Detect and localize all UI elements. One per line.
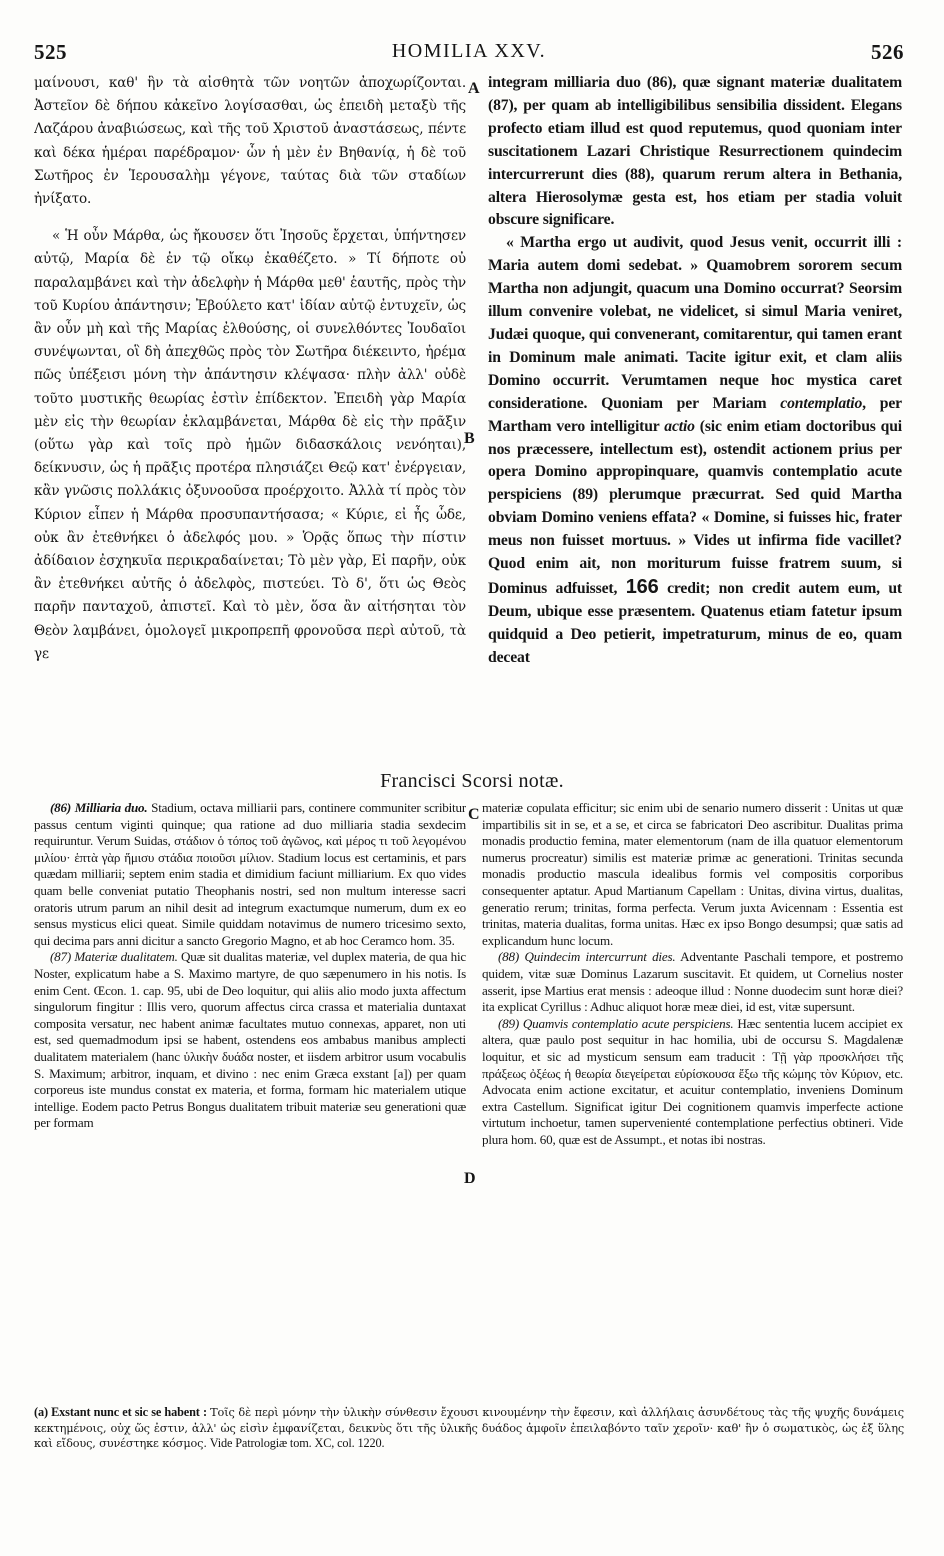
notes-column-left (34, 800, 466, 1400)
note-text: Adventante Paschali tempore, et postremo quidem, vitæ suæ Dominus Lazarum suscitavit. Et quidem, ut Cornelius noster asserit, ipse Martius erat mensis : adeoque illud : Nonne duodecim sunt horæ diei? ita explicat Cyrillus : Adhuc aliquot horæ meæ diei, id est, vitæ supersunt. (482, 949, 903, 1015)
greek-paragraph: μαίνουσι, καθ' ἣν τὰ αἰσθητὰ τῶν νοητῶν ἀποχωρίζονται. Ἀστεῖον δὲ δήπου κἀκεῖνο λογίσασθαι, ὡς ἐπειδὴ μεταξὺ τῆς Λαζάρου ἀναβιώσεως, καὶ τῆς τοῦ Χριστοῦ ἀναστάσεως, πέντε καὶ δέκα ἡμέραι παρέδραμον· ὧν ἡ μὲν ἐν Βηθανίᾳ, ἡ δὲ τοῦ Σωτῆρος ἐν Ἱερουσαλὴμ γέγονε, ταύτας διὰ τῶν σταδίων ἠνίξατο. (34, 75, 466, 208)
latin-text: « Martha ergo ut audivit, quod Jesus venit, occurrit illi : Maria autem domi sedebat. » Quamobrem sororem secum Martha non adjungit, quacum una Domino occurrat? Seorsim illum convenire volebat, ne videlicet, si simul Maria veniret, Judæi quoque, qui convenerant, comitarentur, qui tamen erant in Dominum male animati. Tacite igitur exit, et clam aliis Domino occurrit. Verumtamen neque hoc mystica caret consideratione. Quoniam per Mariam (488, 234, 902, 412)
emphasis-actio: actio (664, 417, 695, 435)
latin-paragraph (488, 232, 902, 669)
latin-text: credit; non credit autem eum, ut Deum, ubique esse præsentem. Quatenus etiam fatetur ipsum quidquid a Deo petierit, impetraturum, minus de eo, quam deceat (488, 579, 902, 666)
footnote (34, 1405, 904, 1452)
latin-text: (sic enim etiam doctoribus qui nos præcessere, intellectum est), ostendit actionem prius per opera Domino appropinquare, quamvis contemplatio acute perspiciens (89) plerumque præcurrat. Sed quid Martha obviam Domino veniens effata? « Domine, si fuisses hic, frater meus non fuisset mortuus. » Vides ut infirma fide vacillet? Quod enim ait, non moriturum fuisse fratrem suum, si Dominus adfuisset, (488, 417, 902, 597)
section-marker-b: B (464, 430, 475, 447)
notes-title: Francisci Scorsi notæ. (380, 770, 564, 792)
note-87-continued: materiæ copulata efficitur; sic enim ubi de senario numero disserit : Unitas ut quæ impartibilis sit in se, et a se, et circa se fabricatori Deo ascribitur. Dualitas prima monadis productio femina, mater elementorum (nam de illa quatuor elementorum numerus procreatur) similis est materiæ primæ ac generationi. Trinitas secunda monadis productio mascula idealibus formis vel compositis corporibus consequenter aptatur. Apud Martianum Capellam : Unitas, divina virtus, dualitas, generatio rerum; trinitas, forma perfecta. Verum juxta Avicennam : Essentia est trinitas, materia dualitas, forma unitas. Hæc ex ipso Bongo desumpsi; quæ satis ad explicandum hunc locum. (482, 800, 903, 948)
note-text: Quæ sit dualitas materiæ, vel duplex materia, de qua hic Noster, explicatum habe a S. Maximo martyre, de quo sæpenumero in his notis. Is enim Cent. Œcon. 1. cap. 95, ubi de Deo loquitur, qui aliis alio modo juxta affectum singulorum fingitur : Illis vero, quorum affectus circa crassa et materialia duntaxat composita versatur, nec habent animæ facultates mutuo connexas, apparet, non uti est, sed quemadmodum ipsi se habent, ostendens eos ambabus manibus amplecti dualitatem materialem (hanc ὑλικὴν δυάδα noster, et iisdem arbitror usum vocabulis S. Maximum; arbitror, inquam, et divino : nec enim Græca exstant [a]) per quam corporeus iste mundus constat ex materia, et forma, formam hic materialem utique intellige. Eodem pacto Petrus Bongus dualitatem tribuit materiæ seu generationi quæ per formam (34, 949, 466, 1131)
section-marker-a: A (468, 80, 480, 97)
latin-paragraph: integram milliaria duo (86), quæ signant materiæ dualitatem (87), per quam ab intelligibilibus sensibilia dissident. Elegans profecto etiam illud est quod reputemus, quod quoniam inter suscitationem Lazari Christique Resurrectionem quindecim intercurrerunt dies (88), quarum rerum altera in Bethania, altera Hierosolymæ gesta est, hos etiam per stadia voluit obscure significare. (488, 74, 902, 229)
note-heading: (87) Materiæ dualitatem. (50, 949, 178, 965)
page-header (34, 40, 904, 68)
footnote-reference: Vide Patrologiæ tom. XC, col. 1220. (209, 1436, 385, 1451)
note-text: Stadium, octava milliarii pars, continere communiter scribitur passus centum viginti quinque; qua ratione ad duo milliaria stadia sexdecim requiruntur. Verum Suidas, στάδιον ὁ τόπος τοῦ ἀγῶνος, καὶ μέρος τι τοῦ λεγομένου μιλίου· ἑπτὰ γὰρ ἥμισυ στάδια ποιοῦσι μίλιον. Stadium locus est certaminis, et pars quædam milliarii; septem enim stadia et dimidium faciunt milliarium. Ex quo vides quam belle conveniat putatio Theophanis nostri, sed non multum interesse sacri oratoris utrum parum an nihil desit ad integrum exactumque numerum, dum ex eo sensus mysticus elici queat. Simile quiddam notavimus de numero tricesimo sexto, qui decima pars anni dicitur a sancto Gregorio Magno, et ab hoc Ceramco hom. 35. (34, 800, 466, 948)
greek-text-column (34, 72, 466, 784)
note-text: Hæc sententia lucem accipiet ex altera, quæ paulo post sequitur in hac homilia, ubi de occursu S. Magdalenæ loquitur, et sic ad mysticum sensum eam traducit : Τῇ γὰρ προσκλήσει τῆς πράξεως ὀξέως ἡ θεωρία διεγείρεται εὑρίσκουσα ἔξω τῆς κώμης τὸν Κύριον, etc. Advocata enim actione excitatur, et acuitur contemplatio, inveniens Dominum extra Castellum. Significat igitur Dei cognitionem quamvis imperfecte actione virtutum inchoetur, tamen supervenienté contemplatione perfectius obtineri. Vide plura hom. 60, quæ est de Assumpt., et notas ibi nostras. (482, 1015, 903, 1147)
section-marker-c: C (468, 806, 480, 823)
running-title: HOMILIA XXV. (391, 40, 547, 62)
latin-text: , per Martham vero intelligitur (488, 394, 902, 435)
note-heading: (86) Milliaria duo. (50, 800, 148, 815)
note-heading: (88) Quindecim intercurrunt dies. (498, 949, 676, 965)
section-marker-d: D (464, 1170, 476, 1187)
greek-paragraph: « Ἡ οὖν Μάρθα, ὡς ἤκουσεν ὅτι Ἰησοῦς ἔρχεται, ὑπήντησεν αὐτῷ, Μαρία δὲ ἐν τῷ οἴκῳ ἐκαθέζετο. » Τί δήποτε οὐ παραλαμβάνει καὶ τὴν ἀδελφὴν ἡ Μάρθα μεθ' ἑαυτῆς, πρὸς τὴν τοῦ Κυρίου ἀπάντησιν; Ἐβούλετο κατ' ἰδίαν αὐτῷ ἐντυχεῖν, ὡς ἂν οὖν μὴ καὶ τῆς Μαρίας ἐλθούσης, οἱ συνελθόντες Ἰουδαῖοι συνέψωνται, οἳ δὴ ἀπεχθῶς πρὸς τὸν Σωτῆρα διέκειντο, ἠρέμα πῶς ὑπέξεισι μόνη τὴν ἀπάντησιν κλέψασα· πλὴν ἀλλ' οὐδὲ τοῦτο μυστικῆς θεωρίας ἐστὶν ἐπίδεκτον. Ἐπειδὴ γὰρ Μαρία μὲν εἰς τὴν θεωρίαν ἐκλαμβάνεται, Μάρθα δὲ εἰς τὴν πρᾶξιν (οὕτω γὰρ καὶ τοῖς πρὸ ἡμῶν διδασκάλοις νενόηται), δείκνυσιν, ὡς ἡ πρᾶξις προτέρα πλησιάζει Θεῷ κατ' ἐνέργειαν, κἂν γνῶσις πολλάκις ὀξυνοοῦσα προέρχοιτο. Ἀλλὰ τί πρὸς τὸν Κύριον εἶπεν ἡ Μάρθα προσυπαντήσασα; « Κύριε, εἰ ἦς ὧδε, οὐκ ἂν ἐτεθνήκει ὁ ἀδελφός μου. » Ὁρᾷς ὅπως τὴν πίστιν ἀδίδαιον ἐσχηκυῖα περικραδαίνεται; Τὸ μὲν γὰρ, Εἰ παρῆν, οὐκ ἂν ἐτεθνήκει αὐτῆς ὁ ἀδελφὸς, πιστεύει. Τὸ δ', ὅτι ὡς Θεὸς παρῆν πανταχοῦ, ἀπιστεῖ. Καὶ τὸ μὲν, ὅσα ἂν αἰτήσηται τὸν Θεὸν λαμβάνει, ὁμολογεῖ μικροπρεπῆ φρονοῦσα περὶ αὐτοῦ, τὰ γε (34, 228, 466, 662)
note-86 (34, 800, 466, 949)
emphasis-contemplatio: contemplatio (780, 394, 863, 412)
footnote-greek: Τοῖς δὲ περὶ μόνην τὴν ὑλικὴν σύνθεσιν ἔχουσι κινουμένην τὴν ἔφεσιν, καὶ ἀλλήλαις ἀσυνδέτους τὰς τῆς ψυχῆς δυνάμεις κεκτημένοις, οὐχ ὥς ἐστιν, ἀλλ' ὡς εἰσὶν ἐμφανίζεται, δεικνὺς ὅτι τῆς ὑλικῆς δυάδος ἀμφοῖν ἐπειλαβόντο ταῖν χεροῖν· καθ' ἣν ὁ σωματικὸς, ὡς ἐξ ὕλης καὶ εἴδους, συνέστηκε κόσμος. (34, 1406, 904, 1451)
notes-column-right (482, 800, 903, 1400)
note-89 (482, 1016, 903, 1149)
footnote-lead: (a) Exstant nunc et sic se habent : (34, 1405, 207, 1419)
note-heading: (89) Quamvis contemplatio acute perspiciens. (498, 1015, 734, 1031)
page-number-right: 526 (871, 40, 904, 64)
note-87 (34, 949, 466, 1132)
column-number: 166 (625, 575, 659, 598)
note-88 (482, 949, 903, 1015)
latin-text-column (488, 72, 902, 784)
page-number-left: 525 (34, 40, 67, 64)
